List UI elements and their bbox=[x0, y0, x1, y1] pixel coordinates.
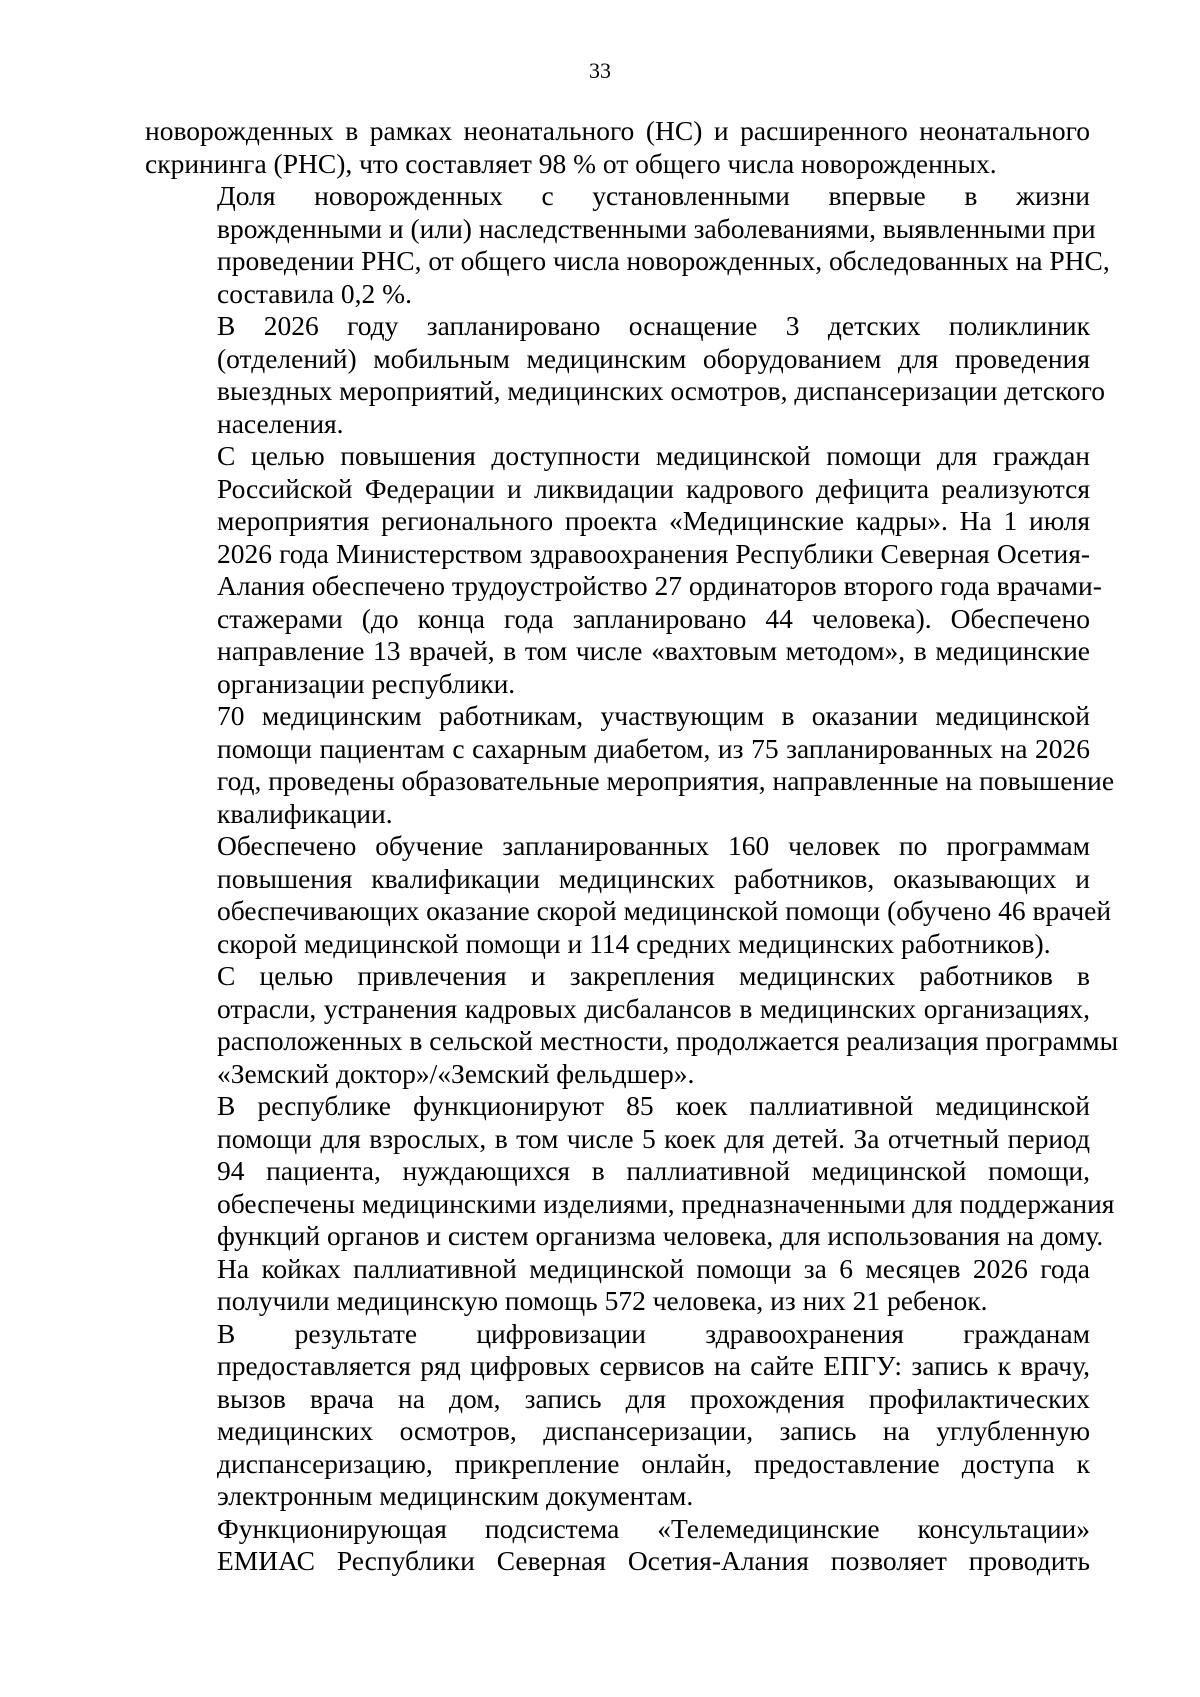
text-line: повышения квалификации медицинских работников, оказывающих и bbox=[217, 862, 1090, 894]
text-line: На койках паллиативной медицинской помощи за 6 месяцев 2026 года bbox=[217, 1252, 1090, 1284]
text-line: С целью повышения доступности медицинской помощи для граждан bbox=[217, 440, 1090, 471]
text-line: «Земский доктор»/«Земский фельдшер». bbox=[217, 1057, 695, 1089]
text-line: В 2026 году запланировано оснащение 3 детских поликлиник bbox=[217, 310, 1090, 341]
text-line: получили медицинскую помощь 572 человека, из них 21 ребенок. bbox=[217, 1285, 988, 1316]
text-line: медицинских осмотров, диспансеризации, запись на углубленную bbox=[217, 1415, 1090, 1446]
text-line: С целью привлечения и закрепления медицинских работников в bbox=[217, 960, 1090, 991]
paragraph bbox=[145, 960, 1119, 1090]
text-line: обеспечивающих оказание скорой медицинской помощи (обучено 46 врачей bbox=[217, 895, 1112, 926]
text-line: выездных мероприятий, медицинских осмотров, диспансеризации детского bbox=[217, 375, 1106, 406]
text-line: проведении РНС, от общего числа новорожденных, обследованных на РНС, bbox=[217, 245, 1110, 276]
text-line: Доля новорожденных с установленными впервые в жизни bbox=[217, 180, 1090, 211]
document-body bbox=[145, 115, 1119, 1578]
paragraph bbox=[145, 1318, 1090, 1513]
text-line: врожденными и (или) наследственными заболеваниями, выявленными при bbox=[217, 212, 1096, 244]
text-line: населения. bbox=[217, 407, 344, 439]
text-line: помощи пациентам с сахарным диабетом, из 75 запланированных на 2026 bbox=[217, 732, 1090, 764]
paragraph bbox=[145, 830, 1112, 960]
text-line: скрининга (РНС), что составляет 98 % от общего числа новорожденных. bbox=[145, 147, 997, 179]
paragraph bbox=[145, 1090, 1115, 1318]
text-line: электронным медицинским документам. bbox=[217, 1480, 694, 1511]
paragraph bbox=[145, 1513, 1090, 1578]
text-line: ЕМИАС Республики Северная Осетия-Алания позволяет проводить bbox=[217, 1545, 1090, 1576]
text-line: составила 0,2 %. bbox=[217, 277, 412, 309]
text-line: стажерами (до конца года запланировано 44 человека). Обеспечено bbox=[217, 602, 1090, 634]
paragraph bbox=[145, 180, 1110, 310]
text-line: обеспечены медицинскими изделиями, предназначенными для поддержания bbox=[217, 1187, 1115, 1219]
paragraph bbox=[145, 310, 1106, 440]
paragraph bbox=[145, 440, 1102, 700]
text-line: (отделений) мобильным медицинским оборудованием для проведения bbox=[217, 342, 1090, 374]
text-line: отрасли, устранения кадровых дисбалансов в медицинских организациях, bbox=[217, 992, 1090, 1024]
paragraph bbox=[145, 115, 1090, 180]
text-line: Обеспечено обучение запланированных 160 человек по программам bbox=[217, 830, 1090, 861]
text-line: Алания обеспечено трудоустройство 27 ординаторов второго года врачами- bbox=[217, 570, 1102, 601]
text-line: вызов врача на дом, запись для прохождения профилактических bbox=[217, 1382, 1090, 1414]
text-line: диспансеризацию, прикрепление онлайн, предоставление доступа к bbox=[217, 1447, 1090, 1479]
text-line: год, проведены образовательные мероприятия, направленные на повышение bbox=[217, 765, 1115, 796]
text-line: 70 медицинским работникам, участвующим в оказании медицинской bbox=[217, 700, 1090, 731]
text-line: Российской Федерации и ликвидации кадрового дефицита реализуются bbox=[217, 472, 1090, 504]
text-line: В республике функционируют 85 коек паллиативной медицинской bbox=[217, 1090, 1090, 1121]
text-line: расположенных в сельской местности, продолжается реализация программы bbox=[217, 1025, 1119, 1056]
text-line: организации республики. bbox=[217, 667, 516, 699]
text-line: функций органов и систем организма человека, для использования на дому. bbox=[217, 1220, 1104, 1251]
text-line: мероприятия регионального проекта «Медицинские кадры». На 1 июля bbox=[217, 505, 1090, 536]
text-line: 2026 года Министерством здравоохранения Республики Северная Осетия- bbox=[217, 537, 1090, 569]
text-line: новорожденных в рамках неонатального (НС) и расширенного неонатального bbox=[145, 115, 1090, 146]
text-line: направление 13 врачей, в том числе «вахтовым методом», в медицинские bbox=[217, 635, 1090, 666]
text-line: Функционирующая подсистема «Телемедицинские консультации» bbox=[217, 1512, 1090, 1544]
text-line: скорой медицинской помощи и 114 средних медицинских работников). bbox=[217, 927, 1051, 959]
page-number: 33 bbox=[589, 58, 611, 83]
text-line: 94 пациента, нуждающихся в паллиативной медицинской помощи, bbox=[217, 1155, 1090, 1186]
text-line: помощи для взрослых, в том числе 5 коек для детей. За отчетный период bbox=[217, 1122, 1090, 1154]
text-line: предоставляется ряд цифровых сервисов на сайте ЕПГУ: запись к врачу, bbox=[217, 1350, 1090, 1381]
text-line: квалификации. bbox=[217, 797, 393, 829]
paragraph bbox=[145, 700, 1115, 830]
text-line: В результате цифровизации здравоохранения гражданам bbox=[217, 1317, 1090, 1349]
